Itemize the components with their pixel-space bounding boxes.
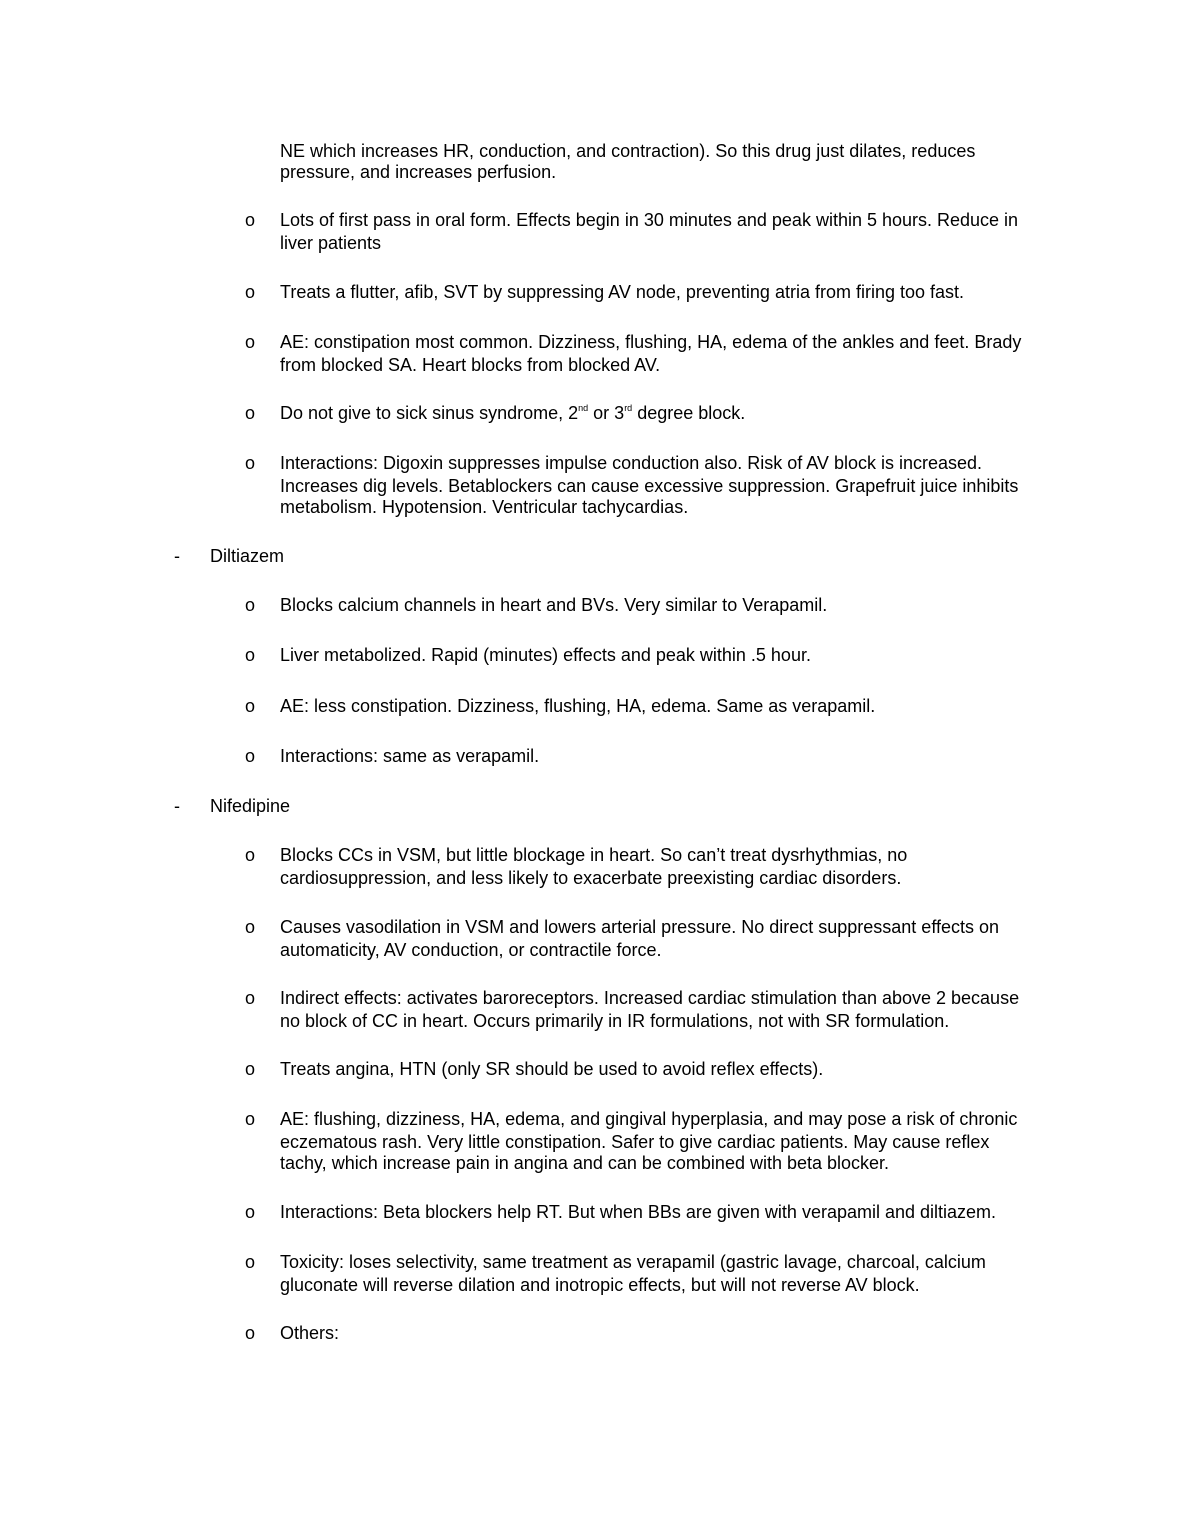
bullet-text: Treats angina, HTN (only SR should be used to avoid reflex effects). — [280, 1059, 824, 1079]
circle-bullet-marker: o — [245, 746, 256, 766]
bullet-text: Others: — [280, 1323, 340, 1343]
bullet-text: Liver metabolized. Rapid (minutes) effects and peak within .5 hour. — [280, 645, 811, 665]
continuation-line: pressure, and increases perfusion. — [280, 162, 557, 182]
bullet-text: Causes vasodilation in VSM and lowers arterial pressure. No direct suppressant effects on — [280, 917, 1000, 937]
text-segment: Do not give to sick sinus syndrome, 2 — [280, 403, 579, 423]
ordinal-superscript: rd — [624, 403, 633, 413]
bullet-text — [280, 402, 745, 424]
bullet-text: from blocked SA. Heart blocks from blocked AV. — [280, 355, 661, 375]
bullet-text: Toxicity: loses selectivity, same treatment as verapamil (gastric lavage, charcoal, calcium — [280, 1252, 986, 1272]
bullet-text: AE: constipation most common. Dizziness, flushing, HA, edema of the ankles and feet. Brady — [280, 332, 1022, 352]
bullet-text: Blocks CCs in VSM, but little blockage in heart. So can’t treat dysrhythmias, no — [280, 845, 908, 865]
circle-bullet-marker: o — [245, 210, 256, 230]
circle-bullet-marker: o — [245, 1202, 256, 1222]
continuation-line: NE which increases HR, conduction, and contraction). So this drug just dilates, reduces — [280, 141, 976, 161]
circle-bullet-marker: o — [245, 845, 256, 865]
bullet-text: automaticity, AV conduction, or contractile force. — [280, 940, 662, 960]
bullet-text: cardiosuppression, and less likely to exacerbate preexisting cardiac disorders. — [280, 868, 902, 888]
circle-bullet-marker: o — [245, 1323, 256, 1343]
bullet-text: eczematous rash. Very little constipation. Safer to give cardiac patients. May cause reflex — [280, 1132, 990, 1152]
circle-bullet-marker: o — [245, 403, 256, 423]
bullet-text: liver patients — [280, 233, 382, 253]
bullet-text: Treats a flutter, afib, SVT by suppressing AV node, preventing atria from firing too fast. — [280, 282, 965, 302]
bullet-text: Indirect effects: activates baroreceptors. Increased cardiac stimulation than above 2 because — [280, 988, 1020, 1008]
circle-bullet-marker: o — [245, 696, 256, 716]
bullet-text: Blocks calcium channels in heart and BVs. Very similar to Verapamil. — [280, 595, 828, 615]
circle-bullet-marker: o — [245, 453, 256, 473]
bullet-text: no block of CC in heart. Occurs primarily in IR formulations, not with SR formulation. — [280, 1011, 950, 1031]
bullet-text: metabolism. Hypotension. Ventricular tachycardias. — [280, 497, 689, 517]
dash-bullet-marker: - — [174, 796, 180, 816]
bullet-text: gluconate will reverse dilation and inotropic effects, but will not reverse AV block. — [280, 1275, 920, 1295]
bullet-text: Interactions: same as verapamil. — [280, 746, 540, 766]
circle-bullet-marker: o — [245, 917, 256, 937]
bullet-text: AE: flushing, dizziness, HA, edema, and gingival hyperplasia, and may pose a risk of chronic — [280, 1109, 1018, 1129]
bullet-text: Increases dig levels. Betablockers can cause excessive suppression. Grapefruit juice inhibits — [280, 476, 1019, 496]
text-segment: or 3 — [588, 403, 625, 423]
text-segment: degree block. — [632, 403, 746, 423]
bullet-text: AE: less constipation. Dizziness, flushing, HA, edema. Same as verapamil. — [280, 696, 876, 716]
bullet-text: Lots of first pass in oral form. Effects begin in 30 minutes and peak within 5 hours. Reduce in — [280, 210, 1019, 230]
circle-bullet-marker: o — [245, 282, 256, 302]
circle-bullet-marker: o — [245, 1059, 256, 1079]
circle-bullet-marker: o — [245, 1252, 256, 1272]
circle-bullet-marker: o — [245, 332, 256, 352]
circle-bullet-marker: o — [245, 988, 256, 1008]
circle-bullet-marker: o — [245, 1109, 256, 1129]
drug-heading-nifedipine: Nifedipine — [210, 796, 291, 816]
ordinal-superscript: nd — [578, 403, 589, 413]
drug-heading-diltiazem: Diltiazem — [210, 546, 285, 566]
circle-bullet-marker: o — [245, 645, 256, 665]
bullet-text: Interactions: Digoxin suppresses impulse conduction also. Risk of AV block is increased. — [280, 453, 983, 473]
circle-bullet-marker: o — [245, 595, 256, 615]
bullet-text: Interactions: Beta blockers help RT. But when BBs are given with verapamil and diltiazem. — [280, 1202, 997, 1222]
dash-bullet-marker: - — [174, 546, 180, 566]
bullet-text: tachy, which increase pain in angina and can be combined with beta blocker. — [280, 1153, 890, 1173]
